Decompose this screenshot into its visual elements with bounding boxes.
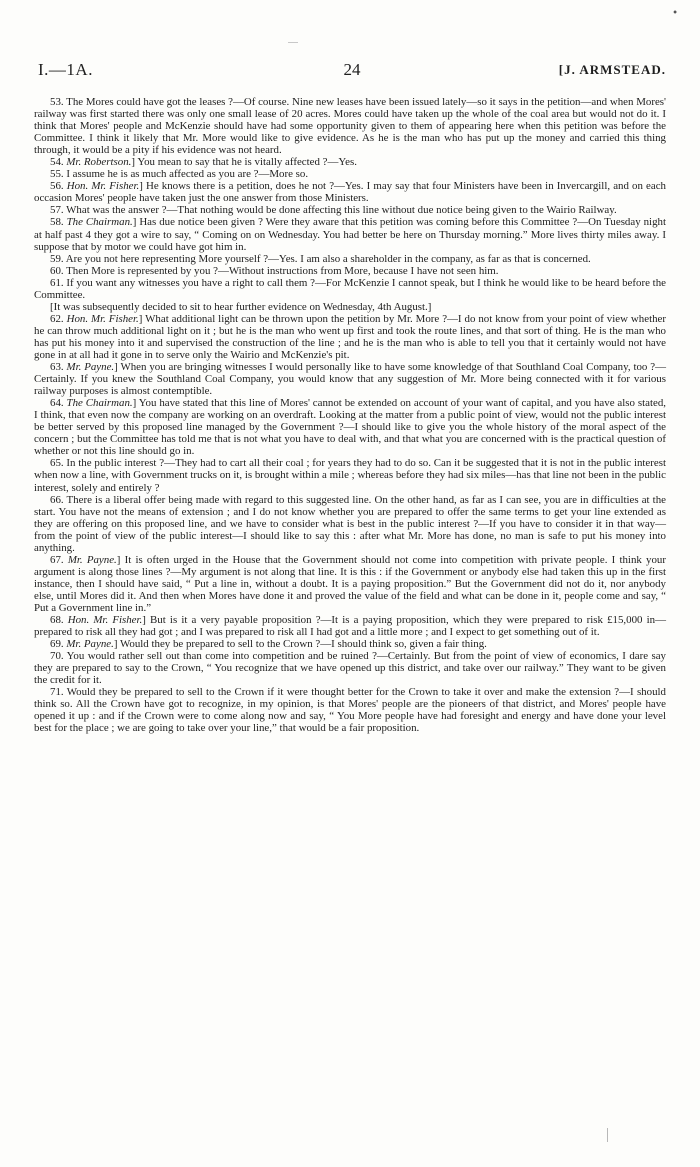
testimony-paragraph (34, 397, 666, 457)
question-number: 63. (50, 361, 67, 374)
speaker-name: Mr. Robertson. (66, 156, 132, 169)
testimony-paragraph (34, 204, 666, 216)
paragraph-text: 65. In the public interest ?—They had to cart all their coal ; for years they had to do so. Can it be suggested that it is not in the public interest when now a line, with Government trucks on it, is brought within a mile ; whereas before they had six miles—has that line not been in the public interest, solely and entirely ? (34, 457, 666, 494)
paragraph-text: ] It is often urged in the House that the Government should not come into competition with private people. I think your argument is along those lines ?—My argument is not along that line. It is this : if the Government or anybody else had taken this up in the first instance, then I should have said, “ Put a line in, without a doubt. It is a paying proposition.” But the Government did not do it, nor anybody else, until Mores did it. And then when Mores have done it and proved the value of the field and what can be done in it, people come and say, “ Put a Government line in.” (34, 553, 666, 614)
paragraph-text: 55. I assume he is as much affected as you are ?—More so. (50, 168, 309, 181)
page-number: 24 (343, 60, 361, 79)
paragraph-text: ] When you are bringing witnesses I would personally like to have some knowledge of that Southland Coal Company, too ?—Certainly. If you knew the Southland Coal Company, you would know that any suggestion of Mr. More being connected with it for various railway purposes is almost contemptible. (34, 361, 666, 398)
speaker-name: Mr. Payne. (66, 361, 115, 374)
paragraph-text: ] But is it a very payable proposition ?—It is a paying proposition, which they were prepared to risk £15,000 in—prepared to risk all they had got ; and I was prepared to risk all I had got and a little more ; and I expect to get something out of it. (34, 614, 666, 639)
scan-artifact (607, 1128, 608, 1142)
testimony-paragraph (34, 361, 666, 397)
document-reference: I.—1A. (38, 60, 93, 79)
paragraph-text: [It was subsequently decided to sit to hear further evidence on Wednesday, 4th August.] (50, 300, 432, 313)
testimony-paragraph (34, 457, 666, 493)
testimony-paragraph (34, 216, 666, 252)
scan-artifact (288, 42, 298, 43)
question-number: 62. (50, 312, 67, 325)
testimony-paragraph (34, 168, 666, 180)
paragraph-text: ] What additional light can be thrown upon the petition by Mr. More ?—I do not know from your point of view whether he can throw much additional light on it ; but he is the man who went up first and took the route lines, and that sort of thing. He is the man who has put his money into it and supervised the construction of the line ; and he is the man who is able to tell you that it certainly would not have gone in at all had it gone in to serve only the Wairio and McKenzie's pit. (34, 312, 666, 361)
question-number: 54. (50, 156, 67, 169)
speaker-name: The Chairman. (66, 397, 133, 410)
paragraph-text: ] You have stated that this line of Mores' cannot be extended on account of your want of capital, and you have also stated, I think, that even now the company are working on an overdraft. Looking at the matter from a public point of view, would not the public interest be better served by this proposed line managed by the Government ?—I should like to give you the whole history of the moral aspect of the concern ; but the Committee has told me that is not what you have to deal with, and that what you are concerned with is the practical question of whether or not this line should go in. (34, 397, 666, 458)
testimony-paragraph (34, 686, 666, 734)
testimony-paragraph (34, 180, 666, 204)
question-number: 64. (50, 397, 67, 410)
question-number: 68. (50, 614, 68, 627)
speaker-name: Hon. Mr. Fisher. (67, 614, 143, 627)
page-header (38, 60, 666, 84)
witness-name: [J. ARMSTEAD. (558, 62, 666, 77)
speaker-name: Mr. Payne. (67, 553, 117, 566)
testimony-paragraph (34, 301, 666, 313)
testimony-paragraph (34, 265, 666, 277)
speaker-name: The Chairman. (66, 216, 133, 229)
question-number: 58. (50, 216, 67, 229)
paragraph-text: 60. Then More is represented by you ?—Without instructions from More, because I have not seen him. (50, 264, 499, 277)
testimony-paragraph (34, 277, 666, 301)
testimony-paragraph (34, 614, 666, 638)
speaker-name: Mr. Payne. (66, 638, 114, 651)
paragraph-text: ] He knows there is a petition, does he not ?—Yes. I may say that four Ministers have been in Invercargill, and on each occasion Mores' people have taken just the one answer from those Ministers. (34, 180, 666, 205)
testimony-paragraph (34, 313, 666, 361)
paragraph-text: 57. What was the answer ?—That nothing would be done affecting this line without due notice being given to the Wairio Railway. (50, 204, 617, 217)
paragraph-text: ] Would they be prepared to sell to the Crown ?—I should think so, given a fair thing. (113, 638, 487, 651)
testimony-paragraph (34, 554, 666, 614)
paragraph-text: ] You mean to say that he is vitally affected ?—Yes. (131, 156, 357, 169)
paragraph-text: 61. If you want any witnesses you have a right to call them ?—For McKenzie I cannot speak, but I think he would like to be heard before the Committee. (34, 276, 666, 301)
paragraph-text: 59. Are you not here representing More yourself ?—Yes. I am also a shareholder in the company, as far as that is concerned. (50, 252, 591, 265)
document-body (34, 96, 666, 734)
paragraph-text: 66. There is a liberal offer being made with regard to this suggested line. On the other hand, as far as I can see, you are in difficulties at the start. You have not the means of extension ; and I do not know whether you are prepared to offer the same terms to get your line extended as they are offering on this proposed line, and we have to consider what is best in the public interest ?—If you have to consider it in that way—from the point of view of the public interest—I should like to say this : after what Mr. More has done, no man is safe to put his money into anything. (34, 493, 666, 554)
testimony-paragraph (34, 494, 666, 554)
question-number: 67. (50, 553, 68, 566)
testimony-paragraph (34, 638, 666, 650)
testimony-paragraph (34, 96, 666, 156)
question-number: 69. (50, 638, 67, 651)
speaker-name: Hon. Mr. Fisher. (66, 312, 139, 325)
question-number: 56. (50, 180, 67, 193)
paragraph-text: 71. Would they be prepared to sell to the Crown if it were thought better for the Crown to take it over and make the extension ?—I should think so. All the Crown have got to recognize, in my opinion, is that Mores' people are the pioneers of that district, and Mores' people have opened it up : and if the Crown were to come along now and say, “ You More people have had foresight and energy and have done your level best for the place ; we are going to take over your line,” that would be a fair proposition. (34, 686, 666, 735)
speaker-name: Hon. Mr. Fisher. (66, 180, 140, 193)
paragraph-text: 53. The Mores could have got the leases ?—Of course. Nine new leases have been issued lately—so it says in the petition—and when Mores' railway was first started there was only one small lease of 20 acres. Mores could have taken up the whole of the coal area but would not do it. I think that Mores' people and McKenzie should have had some opportunity given to them of appearing here when this petition was before the Committee. I think it likely that Mr. More would like to give evidence. As he is the man who has put up the money and carried this thing through, it would be a pity if his evidence was not heard. (34, 96, 666, 157)
paragraph-text: ] Has due notice been given ? Were they aware that this petition was coming before this Committee ?—On Tuesday night at half past 4 they got a wire to say, “ Coming on on Wednesday. You had better be here on Thursday morning.” More lives thirty miles away. I suppose that by motor we could have got him in. (34, 216, 666, 253)
testimony-paragraph (34, 156, 666, 168)
testimony-paragraph (34, 253, 666, 265)
testimony-paragraph (34, 650, 666, 686)
corner-mark: • (672, 8, 678, 19)
paragraph-text: 70. You would rather sell out than come into competition and be ruined ?—Certainly. But from the point of view of economics, I dare say they are prepared to say to the Crown, “ You recognize that we have opened up this district, and take over our railway.” They want to be given the credit for it. (34, 650, 666, 687)
